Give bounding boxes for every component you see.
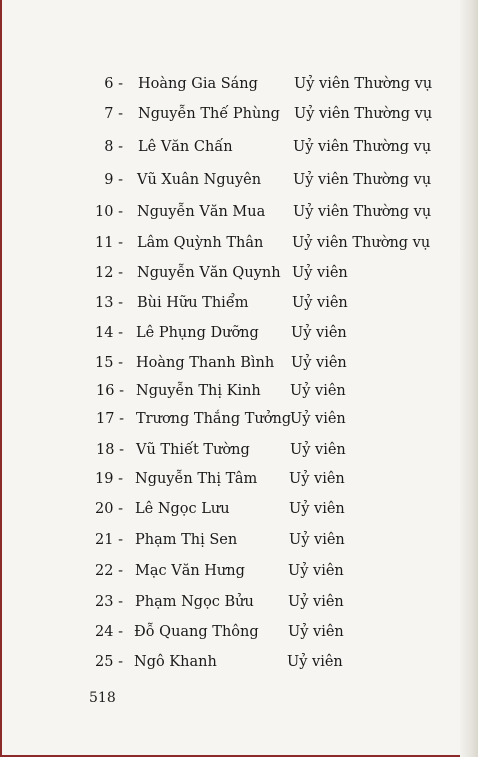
member-row xyxy=(2,594,480,616)
member-number: 9 - xyxy=(104,172,123,188)
member-number: 18 - xyxy=(96,442,124,458)
member-row xyxy=(2,501,480,523)
member-number: 8 - xyxy=(104,139,123,155)
member-name: Mạc Văn Hưng xyxy=(135,563,245,579)
member-role: Uỷ viên Thường vụ xyxy=(293,139,432,155)
member-name: Lê Văn Chấn xyxy=(138,139,233,155)
member-name: Nguyễn Thị Tâm xyxy=(135,471,258,487)
member-role: Uỷ viên xyxy=(291,325,347,341)
member-role: Uỷ viên Thường vụ xyxy=(292,235,431,251)
member-number: 15 - xyxy=(95,355,123,371)
member-name: Nguyễn Văn Mua xyxy=(137,204,266,220)
member-name: Phạm Ngọc Bửu xyxy=(135,594,254,610)
member-name: Đỗ Quang Thông xyxy=(134,624,259,640)
member-number: 19 - xyxy=(95,471,123,487)
member-name: Hoàng Thanh Bình xyxy=(136,355,275,371)
member-name: Vũ Thiết Tường xyxy=(136,442,250,458)
member-row xyxy=(2,442,480,464)
member-role: Uỷ viên Thường vụ xyxy=(293,204,432,220)
member-row xyxy=(2,532,480,554)
member-number: 25 - xyxy=(95,654,123,670)
member-row xyxy=(2,654,480,676)
member-name: Trương Thắng Tưởng xyxy=(136,411,292,427)
member-row xyxy=(2,265,480,287)
member-number: 7 - xyxy=(104,106,123,122)
member-name: Hoàng Gia Sáng xyxy=(138,76,258,92)
member-row xyxy=(2,139,480,161)
member-row xyxy=(2,411,480,433)
member-role: Uỷ viên xyxy=(290,411,346,427)
member-row xyxy=(2,76,480,98)
member-role: Uỷ viên xyxy=(288,594,344,610)
member-name: Nguyễn Văn Quynh xyxy=(137,265,281,281)
member-number: 10 - xyxy=(95,204,123,220)
member-name: Ngô Khanh xyxy=(134,654,217,670)
member-name: Phạm Thị Sen xyxy=(135,532,238,548)
member-row xyxy=(2,106,480,128)
member-number: 17 - xyxy=(96,411,124,427)
member-row xyxy=(2,235,480,257)
member-name: Lê Phụng Dưỡng xyxy=(136,325,259,341)
member-number: 21 - xyxy=(95,532,123,548)
page-number: 518 xyxy=(89,690,116,706)
member-role: Uỷ viên xyxy=(288,563,344,579)
member-role: Uỷ viên xyxy=(292,265,348,281)
member-row xyxy=(2,325,480,347)
member-name: Nguyễn Thị Kinh xyxy=(136,383,261,399)
member-name: Lê Ngọc Lưu xyxy=(135,501,230,517)
member-row xyxy=(2,563,480,585)
member-number: 24 - xyxy=(95,624,123,640)
member-role: Uỷ viên xyxy=(291,355,347,371)
member-role: Uỷ viên xyxy=(289,501,345,517)
member-row xyxy=(2,471,480,493)
member-row xyxy=(2,355,480,377)
member-role: Uỷ viên xyxy=(289,532,345,548)
member-role: Uỷ viên xyxy=(288,624,344,640)
member-role: Uỷ viên xyxy=(287,654,343,670)
member-role: Uỷ viên Thường vụ xyxy=(294,106,433,122)
member-row xyxy=(2,172,480,194)
member-number: 22 - xyxy=(95,563,123,579)
member-name: Nguyễn Thế Phùng xyxy=(138,106,280,122)
member-role: Uỷ viên Thường vụ xyxy=(294,76,433,92)
member-number: 6 - xyxy=(104,76,123,92)
member-role: Uỷ viên xyxy=(290,383,346,399)
member-name: Vũ Xuân Nguyên xyxy=(137,172,262,188)
member-role: Uỷ viên xyxy=(290,442,346,458)
member-row xyxy=(2,383,480,405)
member-number: 12 - xyxy=(95,265,123,281)
member-role: Uỷ viên xyxy=(289,471,345,487)
member-number: 16 - xyxy=(96,383,124,399)
member-row xyxy=(2,295,480,317)
member-name: Bùi Hữu Thiểm xyxy=(137,295,249,311)
member-row xyxy=(2,204,480,226)
member-row xyxy=(2,624,480,646)
member-number: 14 - xyxy=(95,325,123,341)
member-number: 23 - xyxy=(95,594,123,610)
member-number: 11 - xyxy=(95,235,123,251)
member-role: Uỷ viên xyxy=(292,295,348,311)
member-role: Uỷ viên Thường vụ xyxy=(293,172,432,188)
member-name: Lâm Quỳnh Thân xyxy=(137,235,264,251)
member-number: 13 - xyxy=(95,295,123,311)
member-number: 20 - xyxy=(95,501,123,517)
